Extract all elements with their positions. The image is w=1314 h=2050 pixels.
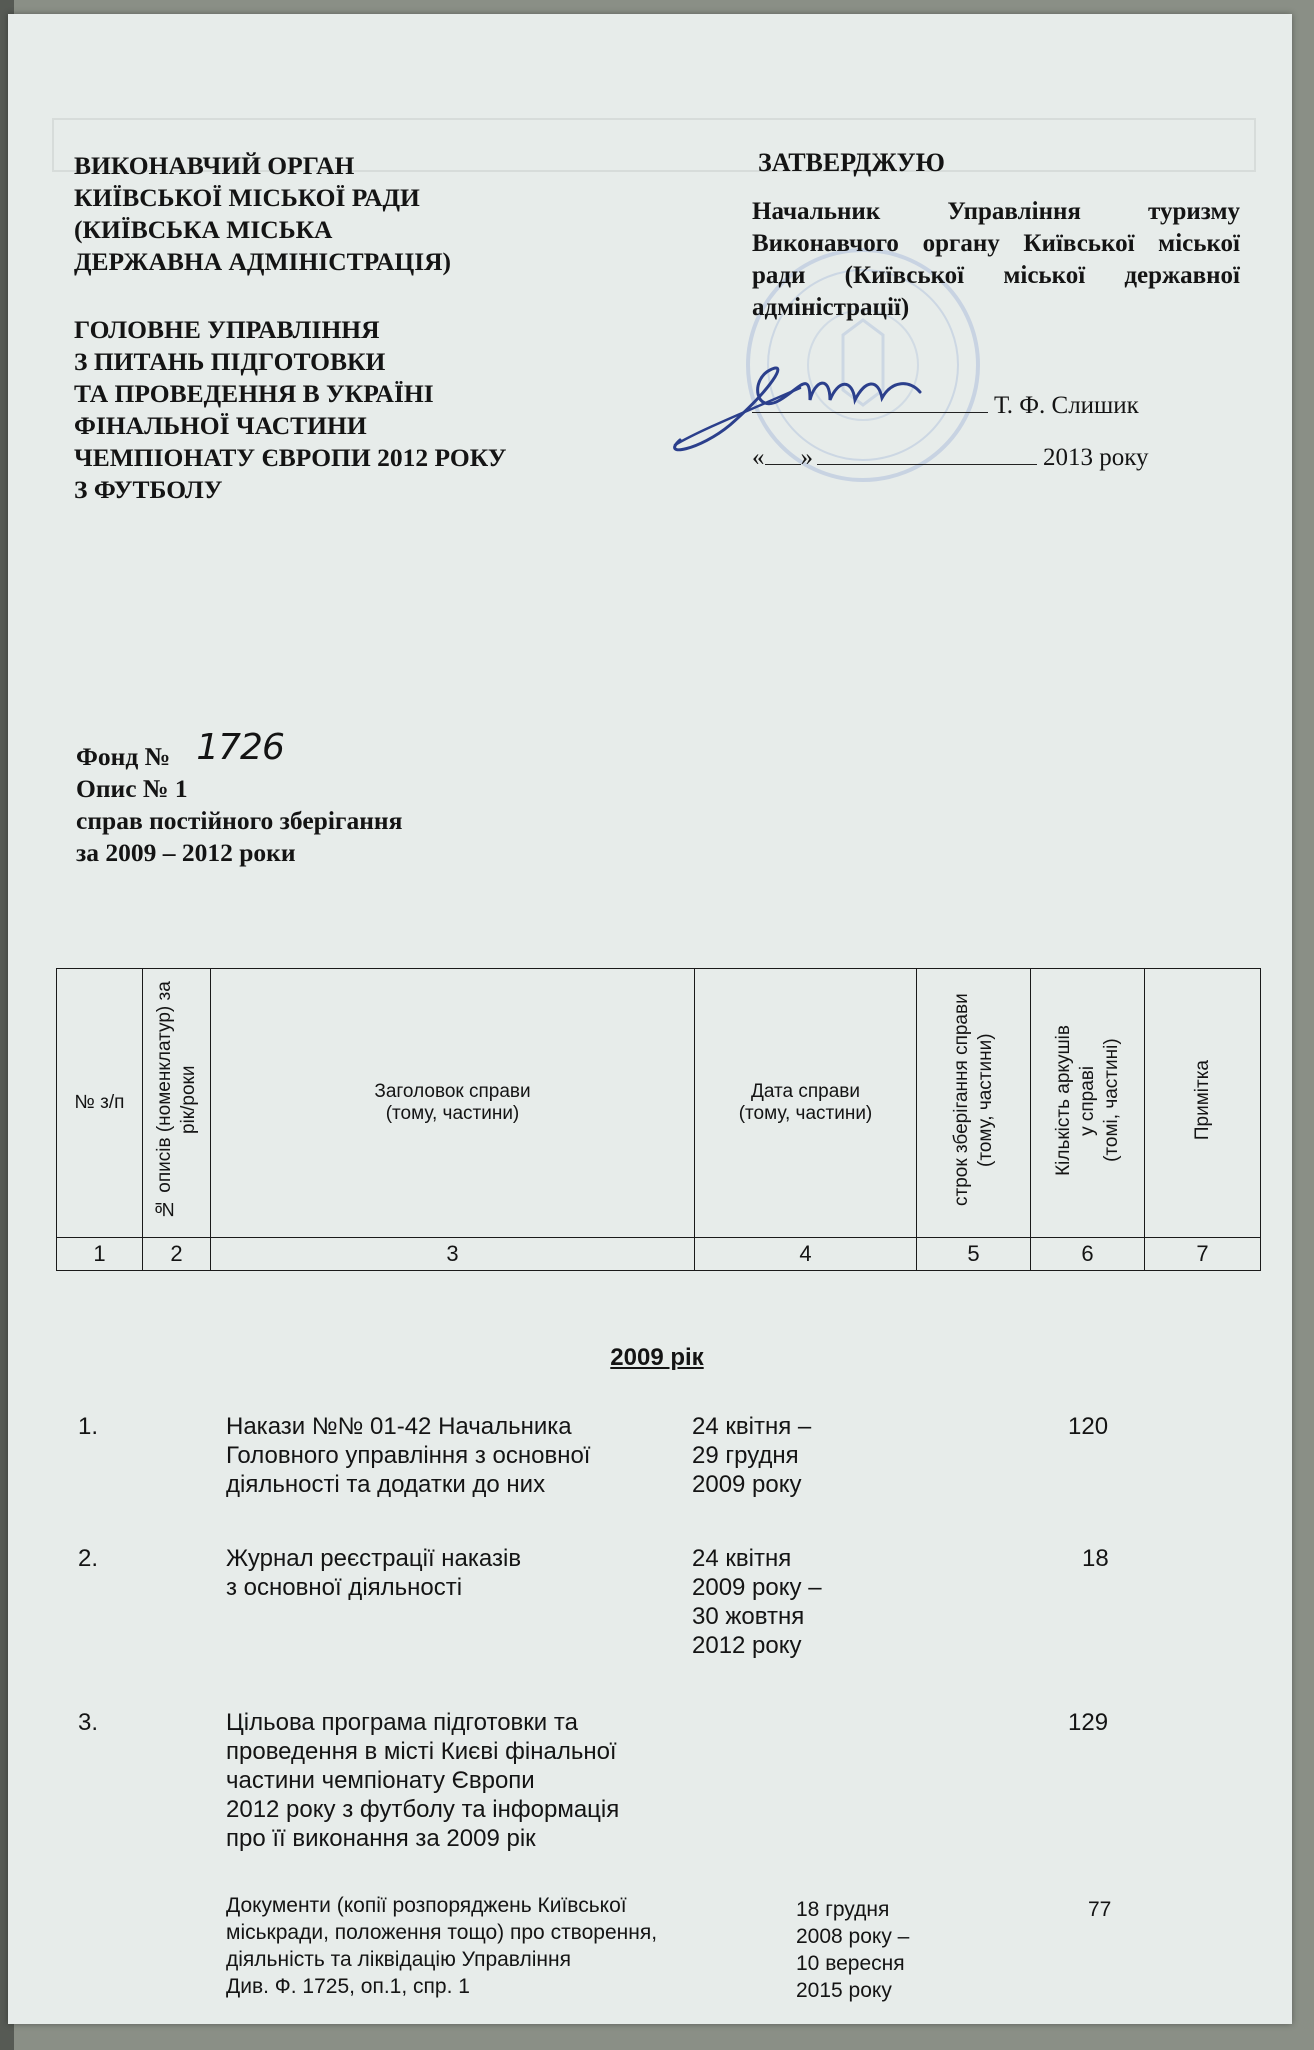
signature-line (752, 388, 1139, 420)
month-blank (817, 442, 1037, 465)
opys-number: Опис № 1 (76, 774, 188, 803)
section-year: 2009 рік (610, 1344, 704, 1371)
col-number: № з/п (57, 969, 143, 1238)
period: за 2009 – 2012 роки (76, 838, 296, 867)
approval-title: ЗАТВЕРДЖУЮ (758, 148, 945, 177)
col-date: Дата справи (тому, частини) (695, 969, 917, 1238)
fond-number-handwritten: 1726 (196, 727, 284, 768)
col-retention: строк зберігання справи (тому, частини) (917, 969, 1031, 1238)
signature-blank (752, 388, 988, 413)
approval-year: 2013 року (1043, 444, 1149, 471)
signer-name: Т. Ф. Слишик (994, 392, 1139, 419)
organization-name: ВИКОНАВЧИЙ ОРГАН КИЇВСЬКОЇ МІСЬКОЇ РАДИ (КИЇВСЬКА МІСЬКА ДЕРЖАВНА АДМІНІСТРАЦІЯ) (74, 151, 452, 276)
col-title: Заголовок справи (тому, частини) (211, 969, 695, 1238)
day-blank (765, 442, 801, 465)
col-opys-number: № описів (номенклатур) за рік/роки (143, 969, 211, 1238)
inventory-table-header (56, 968, 1261, 1271)
fond-label: Фонд № (76, 742, 171, 771)
approval-position: Начальник Управління туризму Виконавчого органу Київської міської ради (Київської міської державної адміністрації) (752, 198, 1240, 321)
fond-info (76, 727, 403, 869)
col-sheets: Кількість аркушів у справі (томі, частині) (1031, 969, 1145, 1238)
col-note: Примітка (1145, 969, 1261, 1238)
department-name: ГОЛОВНЕ УПРАВЛІННЯ З ПИТАНЬ ПІДГОТОВКИ ТА ПРОВЕДЕННЯ В УКРАЇНІ ФІНАЛЬНОЇ ЧАСТИНИ ЧЕМПІОНАТУ ЄВРОПИ 2012 РОКУ З ФУТБОЛУ (74, 315, 507, 504)
storage-kind: справ постійного зберігання (76, 806, 403, 835)
approval-date-line: « » 2013 року (752, 444, 1149, 471)
column-numbers-row: 1 2 3 4 5 6 7 (57, 1238, 1261, 1271)
